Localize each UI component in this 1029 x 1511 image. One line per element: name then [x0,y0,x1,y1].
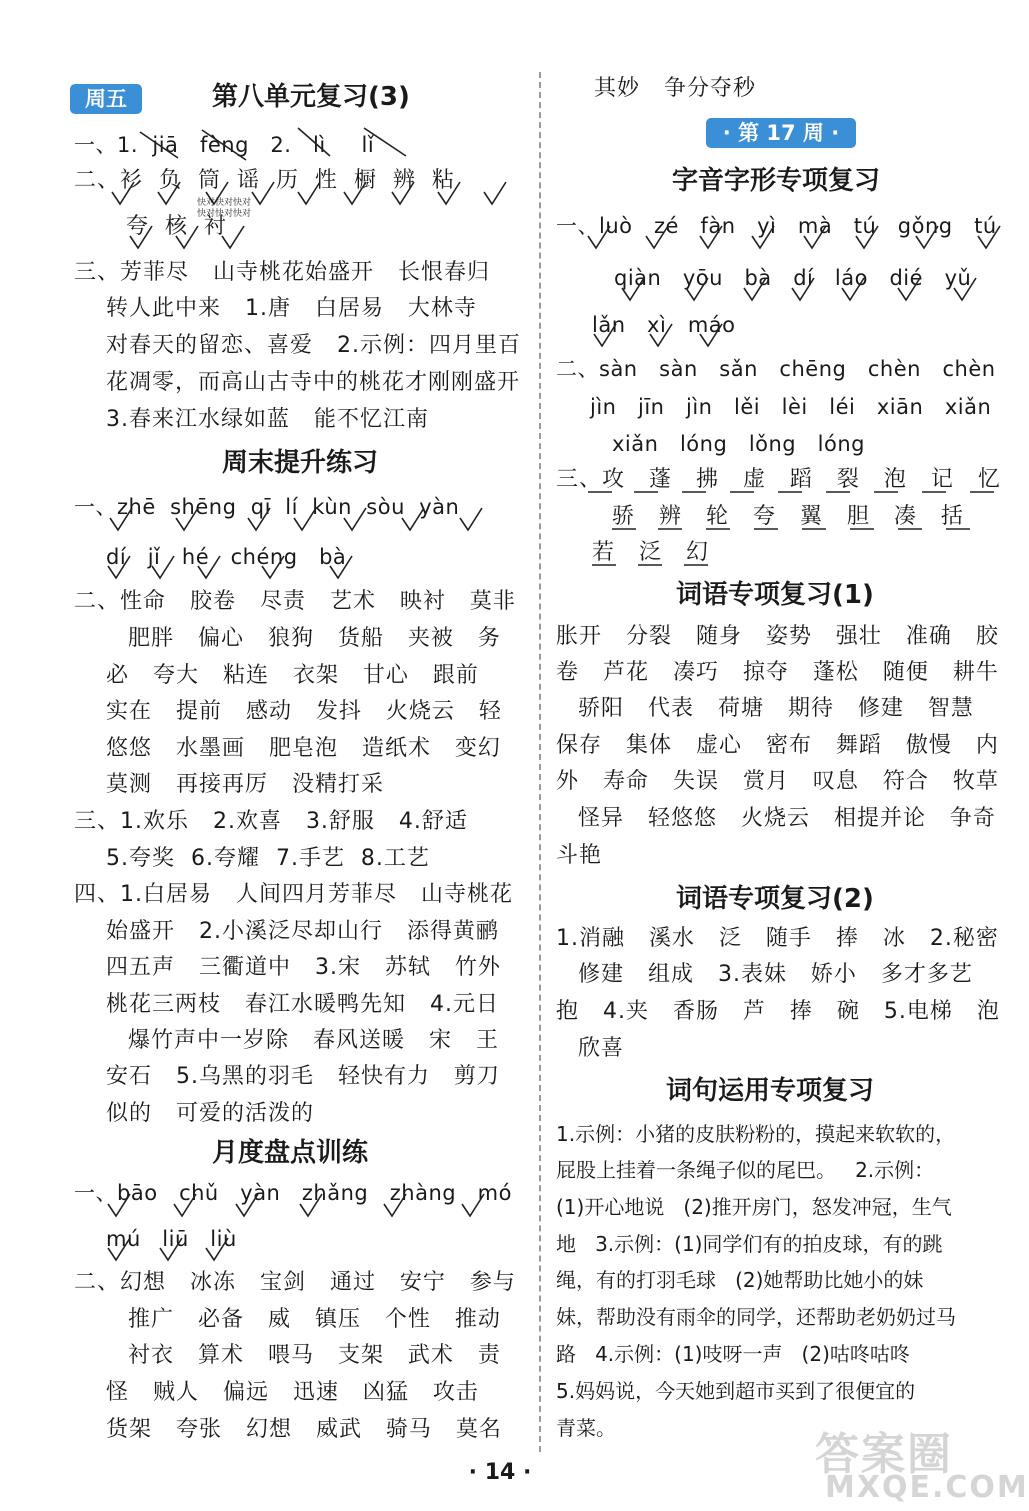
week-tag: · 第 17 周 · [706,118,856,148]
section-heading: 月度盘点训练 [212,1138,369,1168]
answer-line: 四、1.白居易 人间四月芳菲尽 山寺桃花 [74,882,513,907]
section-heading: 字音字形专项复习 [672,166,881,196]
answer-line: 外 寿命 失误 赏月 叹息 符合 牧草 [556,769,999,794]
answer-line: 保存 集体 虚心 密布 舞蹈 傲慢 内 [556,733,999,758]
answer-line: 修建 组成 3.表妹 娇小 多才多艺 [578,962,973,987]
answer-line: (1)开心地说 (2)推开房门，怒发冲冠，生气 [556,1195,952,1219]
answer-line: 悠悠 水墨画 肥皂泡 造纸术 变幻 [106,736,501,761]
answer-line: 一、luò zé fàn yì mà tú gǒng tú [556,214,997,238]
answer-line: 5.夸奖 6.夸耀 7.手艺 8.工艺 [106,846,430,871]
section-heading: 词语专项复习(1) [676,580,874,610]
answer-line: 怪 贼人 偏远 迅速 凶猛 攻击 [106,1380,479,1405]
answer-line: 青菜。 [556,1416,616,1440]
day-tag: 周五 [70,84,142,114]
answer-line: 斗艳 [556,843,603,868]
answer-line: 若 泛 幻 [592,540,709,565]
answer-line: 骄 辨 轮 夸 翼 胆 凑 括 [612,504,964,529]
answer-line: 夸 核 衬 [126,214,227,239]
answer-line: 似的 可爱的活泼的 [106,1101,314,1126]
section-title: 第八单元复习(3) [212,82,410,112]
answer-line: 骄阳 代表 荷塘 期待 修建 智慧 [578,696,974,721]
answer-line: 四五声 三衢道中 3.宋 苏轼 竹外 [106,955,501,980]
check-stamp: 快对快对快对 快对快对快对 [197,198,252,219]
answer-line: 必 夸大 粘连 衣架 甘心 跟前 [106,663,479,688]
answer-line: 对春天的留恋、喜爱 2.示例：四月里百 [106,333,521,358]
answer-line: 莫测 再接再厉 没精打采 [106,772,384,797]
answer-line: 1.示例：小猪的皮肤粉粉的，摸起来软软的， [556,1122,956,1146]
answer-line: 爆竹声中一岁除 春风送暖 宋 王 [128,1028,499,1053]
answer-line: 三、攻 蓬 拂 虚 蹈 裂 泡 记 忆 [556,467,1001,492]
answer-line: 欣喜 [578,1036,625,1061]
answer-line: 地 3.示例：(1)同学们有的拍皮球，有的跳 [556,1232,943,1256]
answer-line: 花凋零，而高山古寺中的桃花才刚刚盛开 [106,370,521,395]
answer-line: 二、性命 胶卷 尽责 艺术 映衬 莫非 [74,589,516,614]
answer-line: mú liū liù [106,1227,237,1251]
answer-line: 桃花三两枝 春江水暖鸭先知 4.元日 [106,992,499,1017]
answer-line: 一、bāo chǔ yàn zhǎng zhàng mó [74,1181,512,1205]
answer-line: 3.春来江水绿如蓝 能不忆江南 [106,407,429,432]
answer-line: dí jǐ hé chéng bà [106,545,347,569]
answer-line: 一、zhē shēng qī lí kùn sòu yàn [74,495,460,519]
answer-line: 二、sàn sàn sǎn chēng chèn chèn [556,357,996,381]
answer-line: 绳，有的打羽毛球 (2)她帮助比她小的妹 [556,1268,924,1292]
answer-line: 抱 4.夹 香肠 芦 捧 碗 5.电梯 泡 [556,999,1000,1024]
section-heading: 词语专项复习(2) [676,884,874,914]
answer-line: 1.消融 溪水 泛 随手 捧 冰 2.秘密 [556,926,999,951]
answer-line: 实在 提前 感动 发抖 火烧云 轻 [106,699,502,724]
answer-line: 安石 5.乌黑的羽毛 轻快有力 剪刀 [106,1064,500,1089]
answer-line: 胀开 分裂 随身 姿势 强壮 准确 胶 [556,624,999,649]
page-number: · 14 · [468,1460,532,1485]
answer-line: 二、衫 负 筒 谣 历 性 橱 辨 粘 [74,168,455,193]
answer-line: 三、1.欢乐 2.欢喜 3.舒服 4.舒适 [74,809,468,834]
answer-line: 屁股上挂着一条绳子似的尾巴。 2.示例： [556,1158,935,1182]
watermark-logo: 答案圈 MXQE.COM [815,1429,1029,1505]
answer-line: xiǎn lóng lǒng lóng [612,432,865,456]
answer-line: 二、幻想 冰冻 宝剑 通过 安宁 参与 [74,1270,516,1295]
answer-line: 肥胖 偏心 狼狗 货船 夹被 务 [128,626,501,651]
answer-line: 三、芳菲尽 山寺桃花始盛开 长恨春归 [74,260,490,285]
section-heading: 词句运用专项复习 [666,1076,875,1106]
answer-line: jìn jīn jìn lěi lèi léi xiān xiǎn [590,395,992,419]
answer-line: 其妙 争分夺秒 [594,76,756,101]
answer-line: 一、1. jiā fèng 2. lì lǐ [74,133,375,157]
section-heading: 周末提升练习 [222,448,379,478]
answer-line: 路 4.示例：(1)吱呀一声 (2)咕咚咕咚 [556,1342,910,1366]
answer-line: 始盛开 2.小溪泛尽却山行 添得黄鹂 [106,919,499,944]
answer-line: 5.妈妈说，今天她到超市买到了很便宜的 [556,1379,916,1403]
answer-line: 妹，帮助没有雨伞的同学，还帮助老奶奶过马 [556,1305,956,1329]
answer-line: 推广 必备 威 镇压 个性 推动 [128,1307,501,1332]
answer-line: 转人此中来 1.唐 白居易 大林寺 [106,296,477,321]
answer-line: 卷 芦花 凑巧 掠夺 蓬松 随便 耕牛 [556,660,999,685]
answer-line: qiàn yōu bà dí láo dié yǔ [614,266,972,290]
answer-line: 怪异 轻悠悠 火烧云 相提并论 争奇 [578,806,996,831]
answer-line: 货架 夸张 幻想 威武 骑马 莫名 [106,1417,502,1442]
answer-line: 衬衣 算术 喂马 支架 武术 责 [128,1343,501,1368]
answer-line: lǎn xì máo [592,313,736,337]
